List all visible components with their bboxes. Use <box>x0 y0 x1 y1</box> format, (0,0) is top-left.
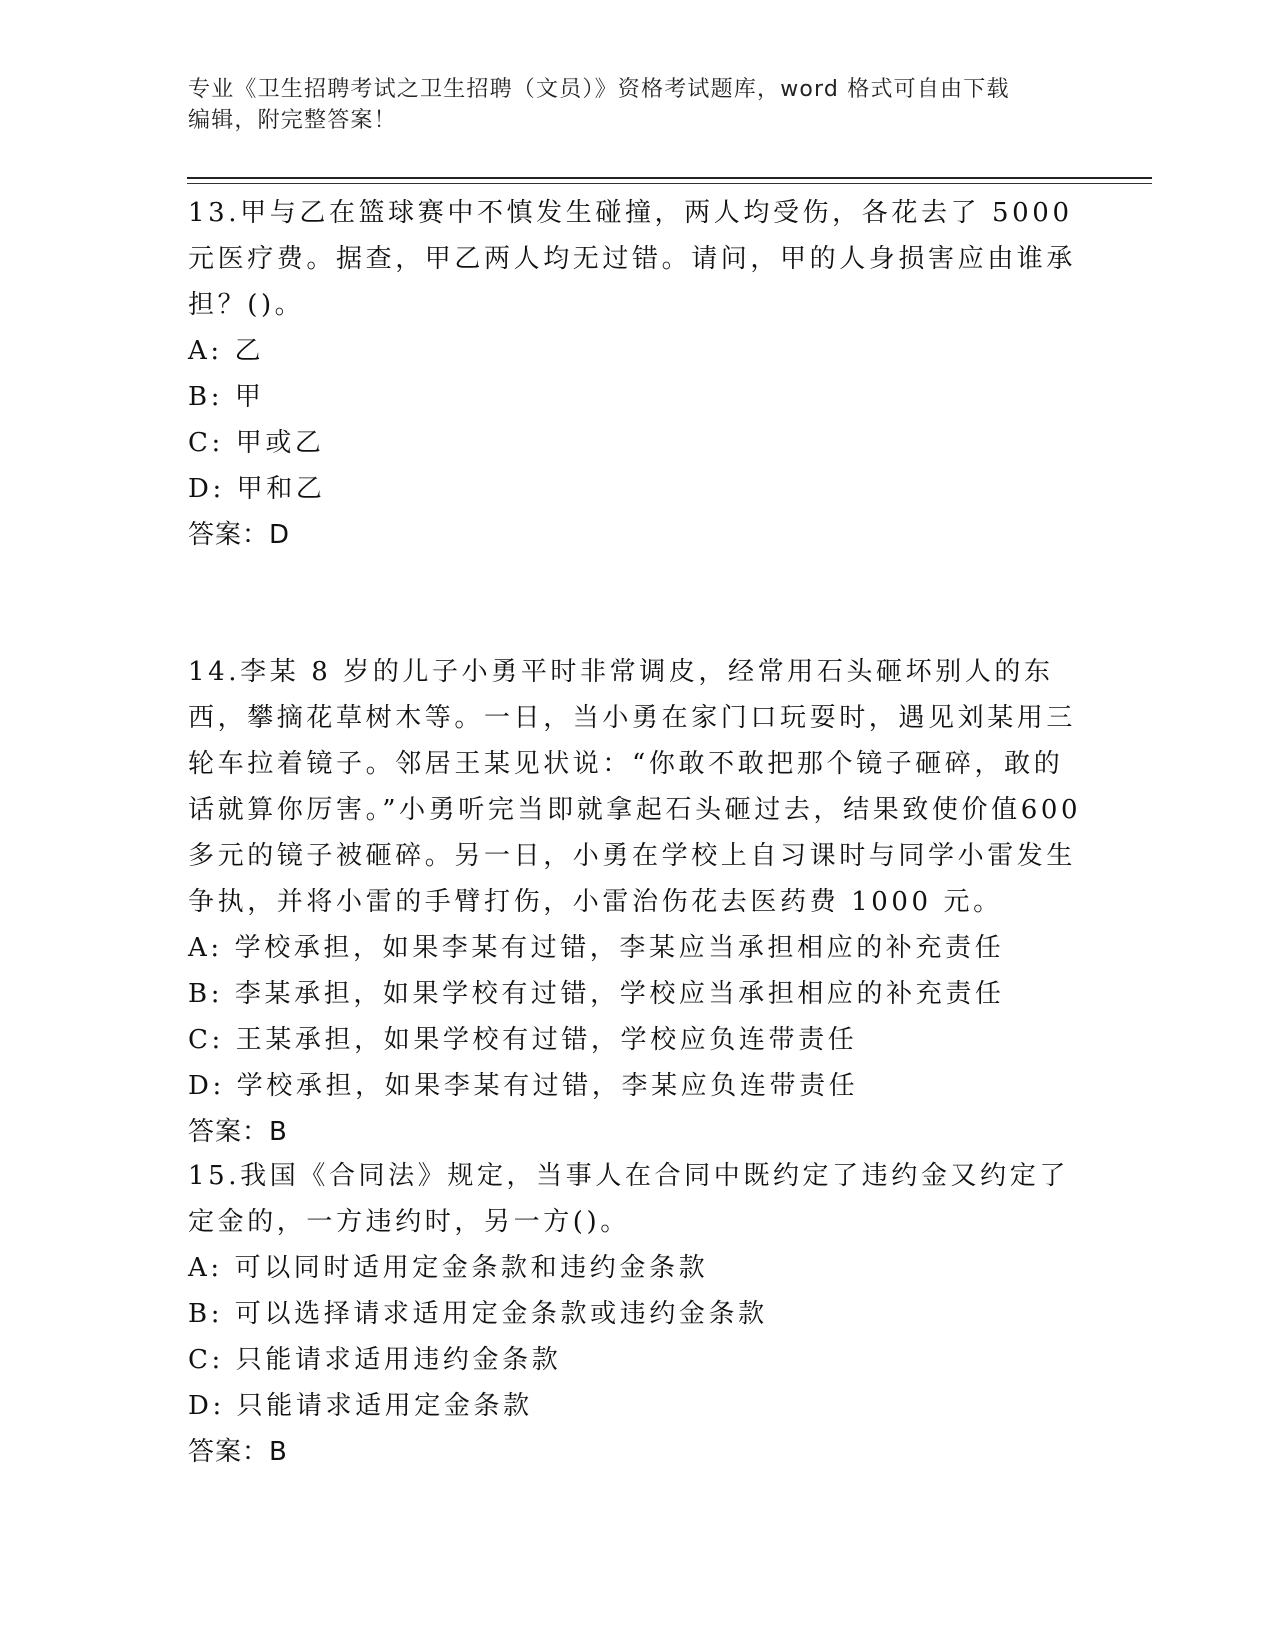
option-b: B: 李某承担，如果学校有过错，学校应当承担相应的补充责任 <box>188 979 1005 1009</box>
question-text: 15.我国《合同法》规定，当事人在合同中既约定了违约金又约定了定金的，一方违约时，另一方()。 <box>188 1161 1069 1237</box>
question-15 <box>188 1153 1088 1475</box>
option-a: A: 可以同时适用定金条款和违约金条款 <box>188 1253 709 1283</box>
option-d: D: 只能请求适用定金条款 <box>188 1391 533 1421</box>
header-line-2: 编辑，附完整答案！ <box>188 108 397 133</box>
option-c: C: 王某承担，如果学校有过错，学校应负连带责任 <box>188 1025 858 1055</box>
question-text: 13.甲与乙在篮球赛中不慎发生碰撞，两人均受伤，各花去了 5000 元医疗费。据查，甲乙两人均无过错。请问，甲的人身损害应由谁承担？()。 <box>188 198 1077 320</box>
option-d: D: 甲和乙 <box>188 474 326 504</box>
answer: 答案：D <box>188 520 291 550</box>
header-divider-thick <box>187 177 1152 179</box>
option-d: D: 学校承担，如果李某有过错，李某应负连带责任 <box>188 1071 859 1101</box>
document-header <box>188 74 1088 136</box>
option-b: B: 可以选择请求适用定金条款或违约金条款 <box>188 1299 768 1329</box>
question-13 <box>188 190 1088 558</box>
question-text: 14.李某 8 岁的儿子小勇平时非常调皮，经常用石头砸坏别人的东西，攀摘花草树木等。一日，当小勇在家门口玩耍时，遇见刘某用三轮车拉着镜子。邻居王某见状说：“你敢不敢把那个镜子砸碎，敢的话就算你厉害。”小勇听完当即就拿起石头砸过去，结果致使价值600 多元的镜子被砸碎。另一日，小勇在学校上自习课时与同学小雷发生争执，并将小雷的手臂打伤，小雷治伤花去医药费 1000 元。 <box>188 657 1082 917</box>
option-b: B: 甲 <box>188 382 265 412</box>
header-line-1: 专业《卫生招聘考试之卫生招聘（文员）》资格考试题库，word 格式可自由下载 <box>188 77 1010 102</box>
header-divider-thin <box>187 183 1152 184</box>
answer: 答案：B <box>188 1437 288 1467</box>
question-14 <box>188 649 1088 1155</box>
option-a: A: 学校承担，如果李某有过错，李某应当承担相应的补充责任 <box>188 933 1005 963</box>
answer: 答案：B <box>188 1117 288 1147</box>
option-c: C: 甲或乙 <box>188 428 325 458</box>
option-a: A: 乙 <box>188 336 265 366</box>
option-c: C: 只能请求适用违约金条款 <box>188 1345 562 1375</box>
